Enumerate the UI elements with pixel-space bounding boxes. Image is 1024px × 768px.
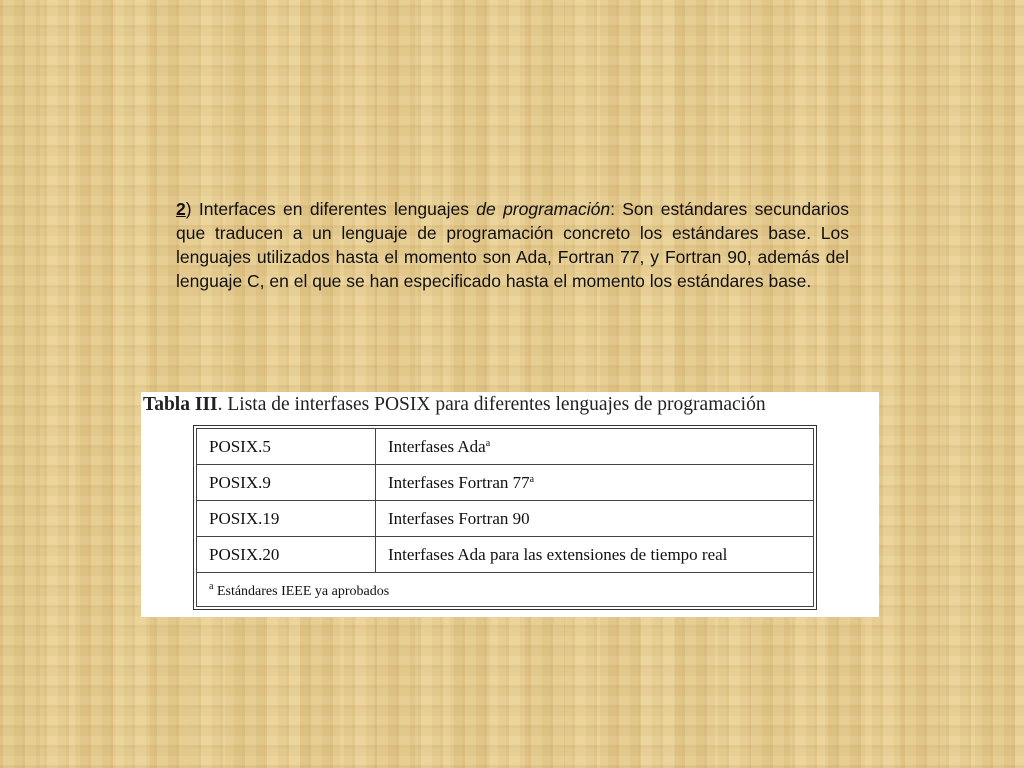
table-frame [193, 425, 817, 610]
paragraph-text-b: : Son estándares secundarios que traducen a un lenguaje de programación concreto los estándares base. Los lenguajes utilizados hasta el momento son Ada, Fortran 77, y Fortran 90, además del lenguaje C, en el que se han especificado hasta el momento los estándares base. [176, 199, 849, 291]
paragraph-text-a: Interfaces en diferentes lenguajes [191, 199, 477, 219]
table-caption [143, 394, 766, 416]
table-row [197, 537, 814, 573]
table-caption-label: Tabla III [143, 394, 218, 415]
table-row [197, 501, 814, 537]
row-code: POSIX.19 [197, 501, 376, 537]
table-row [197, 465, 814, 501]
row-desc-cell [376, 429, 814, 465]
body-paragraph [176, 197, 849, 293]
row-desc: Interfases Ada para las extensiones de tiempo real [388, 544, 728, 564]
row-sup: a [485, 437, 491, 449]
row-code: POSIX.20 [197, 537, 376, 573]
footnote-mark: a [209, 580, 214, 592]
row-desc: Interfases Ada [388, 436, 486, 456]
row-desc-cell [376, 537, 814, 573]
table-footnote-row [197, 573, 814, 607]
row-desc: Interfases Fortran 90 [388, 508, 530, 528]
paragraph-close-paren: ) [185, 199, 192, 219]
table-footnote [197, 573, 814, 607]
row-desc: Interfases Fortran 77 [388, 472, 530, 492]
footnote-text: Estándares IEEE ya aprobados [213, 583, 390, 599]
paragraph-number: 2 [176, 199, 186, 219]
row-code: POSIX.9 [197, 465, 376, 501]
row-code: POSIX.5 [197, 429, 376, 465]
paragraph-italic: de programación [476, 199, 611, 219]
table-figure [141, 392, 879, 617]
table-row [197, 429, 814, 465]
table-caption-text: . Lista de interfases POSIX para diferentes lenguajes de programación [217, 394, 766, 415]
posix-table [196, 428, 814, 607]
row-desc-cell [376, 465, 814, 501]
row-desc-cell [376, 501, 814, 537]
row-sup: a [529, 473, 535, 485]
